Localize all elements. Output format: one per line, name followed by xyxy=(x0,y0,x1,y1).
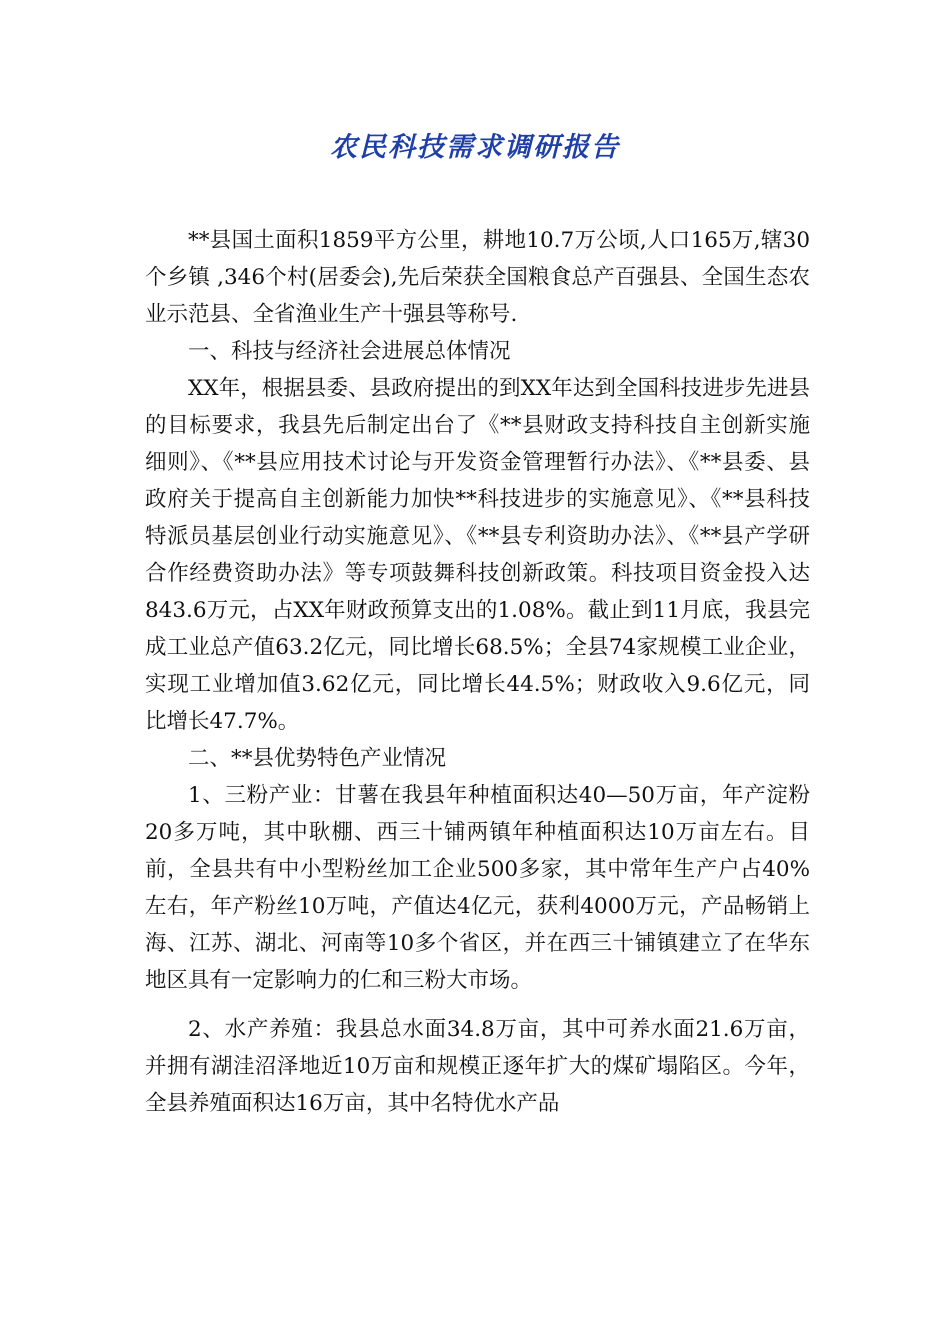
paragraph-intro: **县国土面积1859平方公里，耕地10.7万公顷,人口165万,辖30个乡镇 ,346个村(居委会),先后荣获全国粮食总产百强县、全国生态农业示范县、全省渔业生产十强县等称号. xyxy=(145,228,810,327)
section-heading-1: 一、科技与经济社会进展总体情况 xyxy=(188,339,511,364)
document-body xyxy=(145,222,810,1122)
section-heading-2: 二、**县优势特色产业情况 xyxy=(188,746,447,771)
paragraph-aquaculture: 2、水产养殖：我县总水面34.8万亩，其中可养水面21.6万亩，并拥有湖洼沼泽地近10万亩和规模正逐年扩大的煤矿塌陷区。今年，全县养殖面积达16万亩，其中名特优水产品 xyxy=(145,1017,810,1116)
document-title: 农民科技需求调研报告 xyxy=(330,132,620,163)
paragraph-sanfen: 1、三粉产业：甘薯在我县年种植面积达40—50万亩，年产淀粉20多万吨，其中耿棚、西三十铺两镇年种植面积达10万亩左右。目前，全县共有中小型粉丝加工企业500多家，其中常年生产户占40%左右，年产粉丝10万吨，产值达4亿元，获利4000万元，产品畅销上海、江苏、湖北、河南等10多个省区，并在西三十铺镇建立了在华东地区具有一定影响力的仁和三粉大市场。 xyxy=(145,783,810,993)
paragraph-policy: XX年，根据县委、县政府提出的到XX年达到全国科技进步先进县的目标要求，我县先后制定出台了《**县财政支持科技自主创新实施细则》、《**县应用技术讨论与开发资金管理暂行办法》、《**县委、县政府关于提高自主创新能力加快**科技进步的实施意见》、《**县科技特派员基层创业行动实施意见》、《**县专利资助办法》、《**县产学研合作经费资助办法》等专项鼓舞科技创新政策。科技项目资金投入达843.6万元，占XX年财政预算支出的1.08%。截止到11月底，我县完成工业总产值63.2亿元，同比增长68.5%；全县74家规模工业企业，实现工业增加值3.62亿元，同比增长44.5%；财政收入9.6亿元，同比增长47.7%。 xyxy=(145,376,810,734)
